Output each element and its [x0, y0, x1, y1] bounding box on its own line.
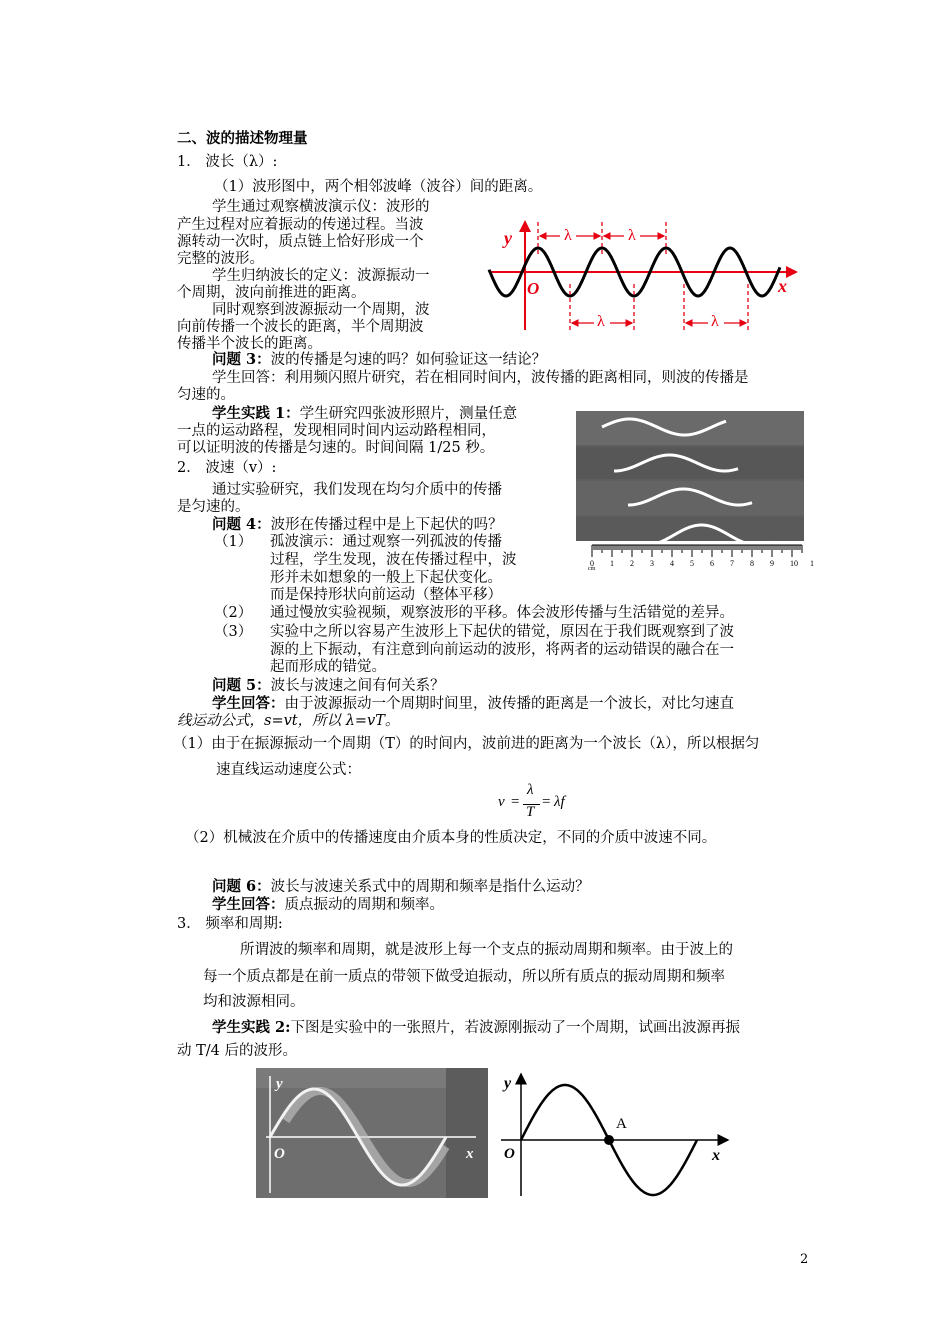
- text-line: 起而形成的错觉。: [270, 659, 386, 675]
- y-label: y: [276, 1076, 283, 1092]
- sine-diagram: [496, 1068, 736, 1198]
- text-line: 均和波源相同。: [203, 994, 305, 1010]
- text-line: 同时观察到波源振动一个周期，波: [212, 302, 430, 318]
- ruler-label: 7: [730, 559, 734, 568]
- question-6: 问题 6：波长与波速关系式中的周期和频率是指什么运动？: [212, 878, 590, 895]
- lambda-label: λ: [628, 227, 636, 244]
- lambda-label: λ: [564, 227, 572, 244]
- answer-5: 学生回答：由于波源振动一个周期时间里，波传播的距离是一个波长，对比匀速直: [212, 695, 734, 712]
- text-line: 实验中之所以容易产生波形上下起伏的错觉，原因在于我们既观察到了波: [270, 624, 734, 640]
- point-a-label: A: [616, 1116, 627, 1132]
- text-line: 向前传播一个波长的距离，半个周期波: [177, 319, 424, 335]
- text-line: 源转动一次时，质点链上恰好形成一个: [177, 234, 424, 250]
- question-3: 问题 3：波的传播是匀速的吗？如何验证这一结论？: [212, 351, 547, 368]
- origin-label: O: [274, 1146, 285, 1162]
- speed-formula: v = λ T = λf: [498, 782, 565, 820]
- heading-wave-speed: 2． 波速（v）:: [177, 460, 277, 476]
- text-line: 过程，学生发现，波在传播过程中，波: [270, 552, 517, 568]
- x-label: x: [466, 1146, 474, 1162]
- ruler-label: 3: [650, 559, 654, 568]
- ruler-label: 0: [590, 559, 594, 568]
- y-label: y: [504, 228, 512, 248]
- conclusion-1: （1）由于在振源振动一个周期（T）的时间内，波前进的距离为一个波长（λ），所以根据匀: [173, 736, 760, 752]
- text-line: 个周期，波向前推进的距离。: [177, 285, 366, 301]
- text-line: 是匀速的。: [177, 499, 250, 515]
- text-line: 通过慢放实验视频，观察波形的平移。体会波形传播与生活错觉的差异。: [270, 605, 734, 621]
- text-line: 一点的运动路程，发现相同时间内运动路程相同，: [177, 423, 496, 439]
- text-line: 可以证明波的传播是匀速的。时间间隔 1/25 秒。: [177, 440, 495, 456]
- x-label: x: [712, 1147, 720, 1164]
- ruler: [576, 541, 814, 572]
- item-number: （1）: [214, 534, 253, 550]
- experiment-photo: [256, 1068, 488, 1198]
- ruler-label: 1: [610, 559, 614, 568]
- answer-line: 匀速的。: [177, 387, 235, 403]
- text-line: 每一个质点都是在前一质点的带领下做受迫振动，所以所有质点的振动周期和频率: [203, 969, 725, 985]
- item-number: （3）: [214, 624, 253, 640]
- ruler-label: 5: [690, 559, 694, 568]
- question-4: 问题 4：波形在传播过程中是上下起伏的吗？: [212, 516, 503, 533]
- text-line: 传播半个波长的距离。: [177, 336, 322, 352]
- text-line: 完整的波形。: [177, 251, 264, 267]
- origin-label: O: [504, 1146, 515, 1162]
- heading-frequency: 3． 频率和周期:: [177, 916, 283, 932]
- ruler-label: 1: [810, 559, 814, 568]
- ruler-label: 4: [670, 559, 674, 568]
- ruler-label: 9: [770, 559, 774, 568]
- text-line: 产生过程对应着振动的传递过程。当波: [177, 217, 424, 233]
- practice-1: 学生实践 1：学生研究四张波形照片，测量任意: [212, 405, 518, 422]
- text-line: 而是保持形状向前运动（整体平移）: [270, 587, 502, 603]
- page-number: 2: [800, 1252, 809, 1267]
- text-line: 源的上下振动，有注意到向前运动的波形，将两者的运动错误的融合在一: [270, 642, 734, 658]
- item-number: （2）: [214, 605, 253, 621]
- origin-label: O: [527, 279, 540, 298]
- ruler-unit: cm: [588, 566, 596, 572]
- conclusion-1-cont: 速直线运动速度公式：: [216, 762, 361, 778]
- text-line: 学生归纳波长的定义：波源振动一: [212, 268, 430, 284]
- heading-wavelength: 1． 波长（λ）:: [177, 154, 278, 170]
- ruler-label: 10: [790, 559, 798, 568]
- text-line: 通过实验研究，我们发现在均匀介质中的传播: [212, 482, 502, 498]
- text-line: 孤波演示：通过观察一列孤波的传播: [270, 534, 502, 550]
- wavelength-definition: （1）波形图中，两个相邻波峰（波谷）间的距离。: [214, 179, 543, 195]
- text-line: 形并未如想象的一般上下起伏变化。: [270, 570, 502, 586]
- wavelength-diagram: [484, 212, 804, 337]
- text-line: 所谓波的频率和周期，就是波形上每一个支点的振动周期和频率。由于波上的: [240, 942, 733, 958]
- section-title: 二、波的描述物理量: [177, 130, 308, 147]
- practice-2-line2: 动 T/4 后的波形。: [177, 1043, 297, 1059]
- ruler-label: 8: [750, 559, 754, 568]
- lambda-label: λ: [711, 313, 719, 330]
- answer-6: 学生回答：质点振动的周期和频率。: [212, 896, 444, 913]
- answer-5-line2: 线运动公式，s=vt，所以 λ=vT。: [177, 713, 400, 729]
- question-5: 问题 5：波长与波速之间有何关系？: [212, 677, 445, 694]
- lambda-label: λ: [597, 313, 605, 330]
- practice-2: 学生实践 2:下图是实验中的一张照片，若波源刚振动了一个周期，试画出波源再振: [212, 1019, 740, 1036]
- answer-line: 学生回答：利用频闪照片研究，若在相同时间内，波传播的距离相同，则波的传播是: [212, 370, 749, 386]
- ruler-label: 2: [630, 559, 634, 568]
- text-line: 学生通过观察横波演示仪：波形的: [212, 199, 430, 215]
- point-a-marker: [604, 1135, 614, 1145]
- x-label: x: [778, 276, 787, 296]
- y-label: y: [504, 1075, 512, 1092]
- conclusion-2: （2）机械波在介质中的传播速度由介质本身的性质决定，不同的介质中波速不同。: [185, 830, 717, 846]
- ruler-label: 6: [710, 559, 714, 568]
